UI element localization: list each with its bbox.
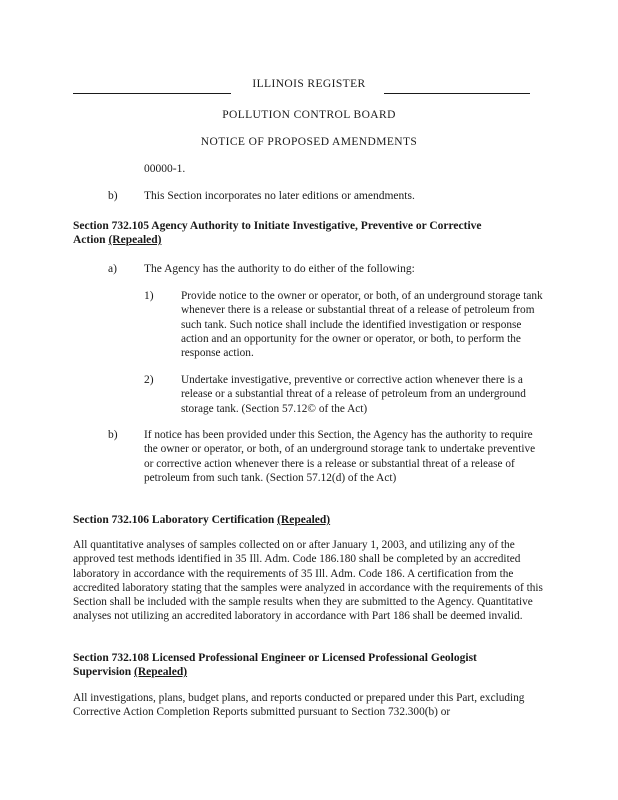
section-105-heading-action: Action xyxy=(73,234,106,246)
repealed-tag: (Repealed) xyxy=(134,666,188,678)
item-b-text: This Section incorporates no later editions or amendments. xyxy=(144,190,415,202)
repealed-tag: (Repealed) xyxy=(277,514,331,526)
register-title: ILLINOIS REGISTER xyxy=(252,78,366,90)
item-b2-label: b) xyxy=(108,429,118,441)
item-a-text: The Agency has the authority to do either of the following: xyxy=(144,263,415,275)
item-a-label: a) xyxy=(108,263,117,275)
section-108-heading-line1: Section 732.108 Licensed Professional Engineer or Licensed Professional Geologist xyxy=(73,652,477,664)
docket-number: 00000-1. xyxy=(144,163,186,175)
item-b-label: b) xyxy=(108,190,118,202)
section-105-heading-line1: Section 732.105 Agency Authority to Initiate Investigative, Preventive or Corrective xyxy=(73,220,482,232)
board-title: POLLUTION CONTROL BOARD xyxy=(222,109,396,121)
section-106-heading-text: Section 732.106 Laboratory Certification xyxy=(73,514,275,526)
section-108-heading-line2 xyxy=(73,665,543,679)
section-108-heading-supervision: Supervision xyxy=(73,666,132,678)
section-106-heading xyxy=(73,513,330,527)
section-106-body: All quantitative analyses of samples collected on or after January 1, 2003, and utilizing any of the approved test methods identified in 35 Ill. Adm. Code 186.180 shall be completed by an accredited laboratory in accordance with the requirements of 35 Ill. Adm. Code 186. A certification from the accredited laboratory stating that the samples were analyzed in accordance with the requirements of this Section shall be included with the sample results when they are submitted to the Agency. Quantitative analyses not utilizing an accredited laboratory in accordance with Part 186 shall be deemed invalid. xyxy=(73,539,543,623)
item-2-label: 2) xyxy=(144,374,154,386)
repealed-tag: (Repealed) xyxy=(108,234,162,246)
item-1-label: 1) xyxy=(144,290,154,302)
notice-title: NOTICE OF PROPOSED AMENDMENTS xyxy=(200,136,418,148)
section-105-heading xyxy=(73,219,533,247)
section-108-body: All investigations, plans, budget plans, and reports conducted or prepared under this Part, excluding Corrective Action Completion Reports submitted pursuant to Section 732.300(b) or xyxy=(73,692,525,719)
item-2-text: Undertake investigative, preventive or corrective action whenever there is a release or a substantial threat of a release of petroleum from an underground storage tank. (Section 57.12© of the Act) xyxy=(181,374,526,415)
header-rule-right xyxy=(384,93,530,94)
section-108-heading xyxy=(73,651,543,679)
item-b2-text: If notice has been provided under this Section, the Agency has the authority to require the owner or operator, or both, of an underground storage tank to undertake preventive or corrective action whenever there is a release or substantial threat of a release of petroleum from such tank. (Section 57.12(d) of the Act) xyxy=(144,429,536,484)
header-rule-left xyxy=(73,93,231,94)
item-1-text: Provide notice to the owner or operator, or both, of an underground storage tank whenever there is a release or substantial threat of a release of petroleum from such tank. Such notice shall include the identified investigation or response action and an opportunity for the owner or operator, or both, to perform the response action. xyxy=(181,290,543,360)
section-105-heading-line2 xyxy=(73,233,533,247)
